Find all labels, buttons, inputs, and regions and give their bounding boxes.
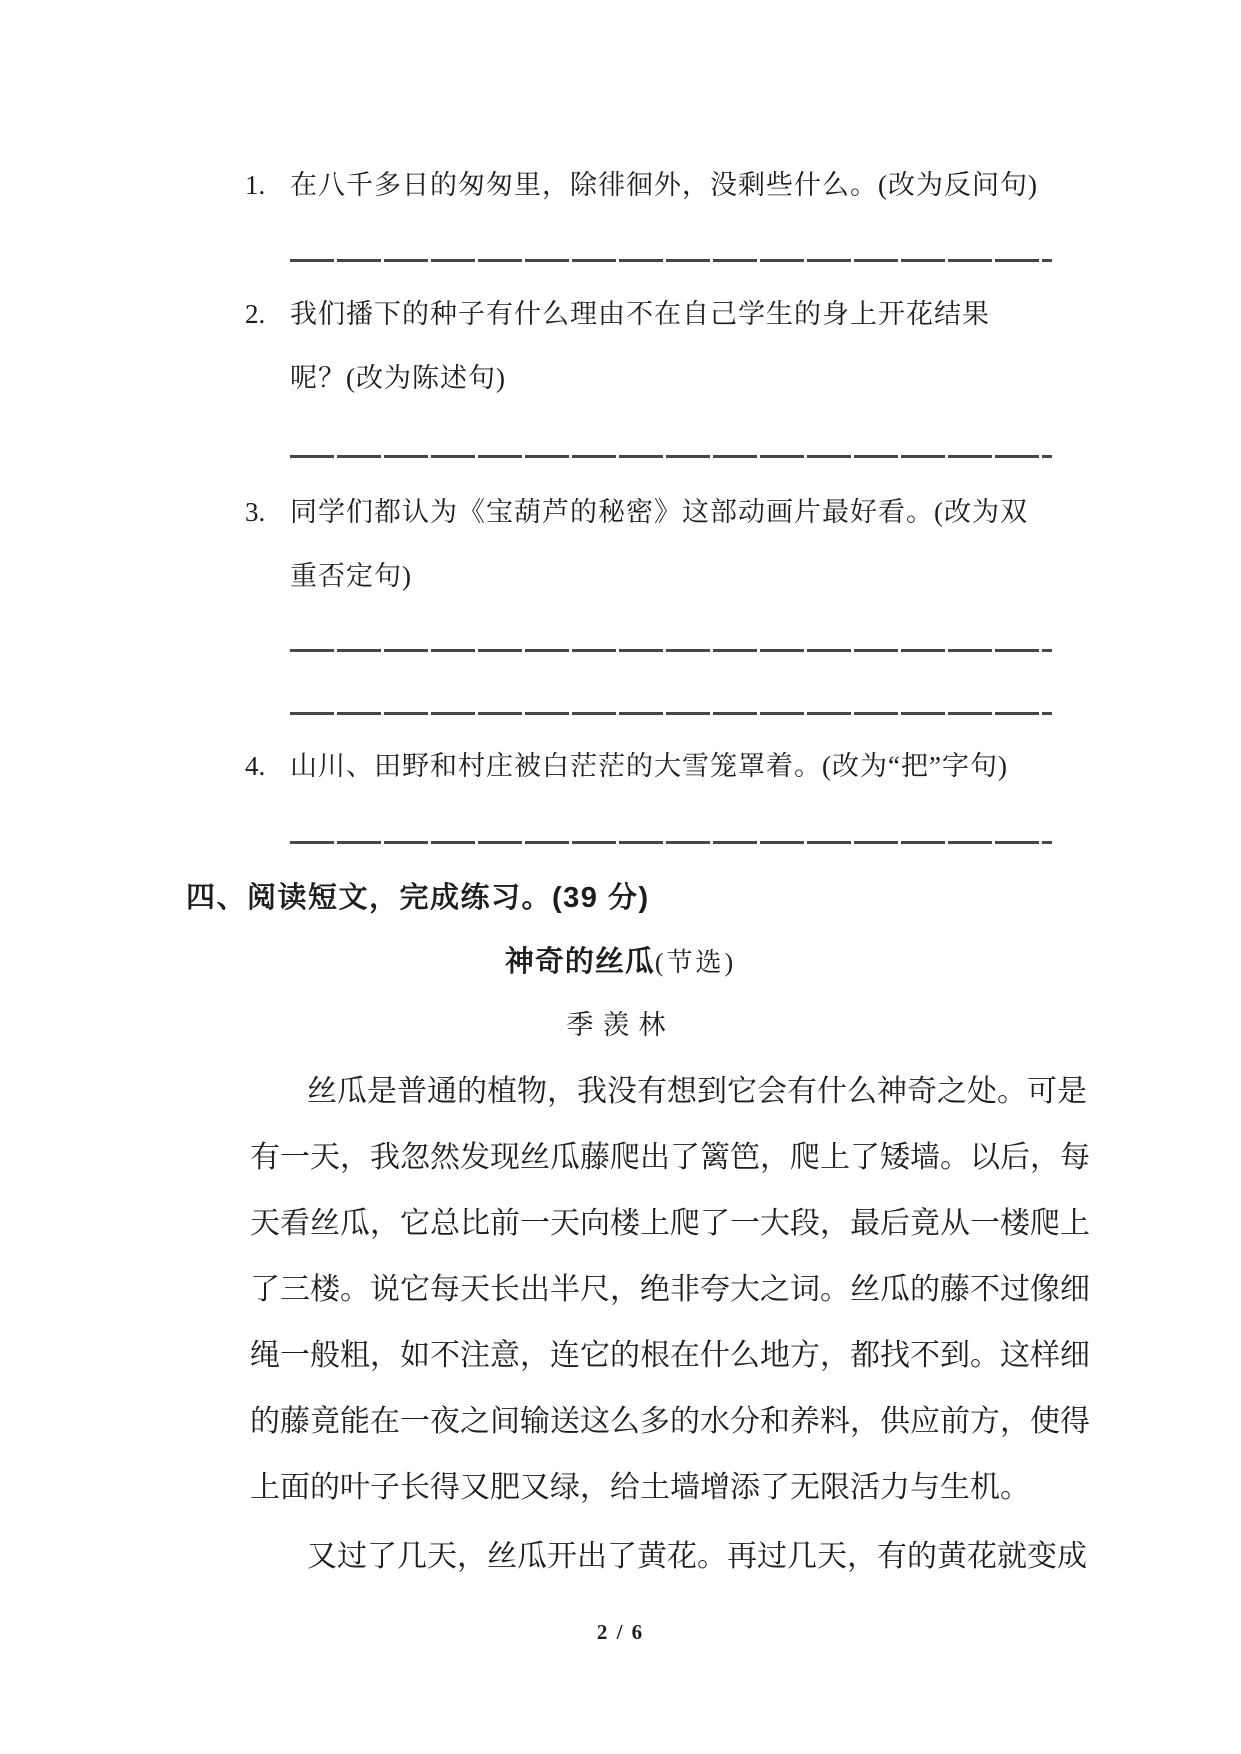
- passage-line: 了三楼。说它每天长出半尺，绝非夸大之词。丝瓜的藤不过像细: [250, 1273, 1090, 1306]
- passage-title: 神奇的丝瓜: [504, 946, 655, 978]
- answer-blank-2: [290, 455, 1052, 458]
- question-2-text-line-2: 呢？(改为陈述句): [290, 363, 506, 393]
- answer-blank-3b: [290, 712, 1052, 715]
- question-3-number: 3.: [245, 497, 266, 527]
- passage-line: 绳一般粗，如不注意，连它的根在什么地方，都找不到。这样细: [250, 1339, 1090, 1372]
- passage-author: 季羡林: [566, 1010, 675, 1040]
- answer-blank-4: [290, 841, 1052, 844]
- passage-line: 又过了几天，丝瓜开出了黄花。再过几天，有的黄花就变成: [307, 1540, 1087, 1573]
- question-3-text-line-2: 重否定句): [290, 561, 412, 591]
- question-4-number: 4.: [245, 751, 266, 781]
- question-1-text: 在八千多日的匆匆里，除徘徊外，没剩些什么。(改为反问句): [290, 170, 1038, 200]
- answer-blank-3a: [290, 649, 1052, 652]
- section-header: 四、阅读短文，完成练习。(39 分): [186, 882, 650, 914]
- passage-line: 丝瓜是普通的植物，我没有想到它会有什么神奇之处。可是: [307, 1075, 1087, 1108]
- question-3-text-line-1: 同学们都认为《宝葫芦的秘密》这部动画片最好看。(改为双: [290, 497, 1028, 527]
- question-4-text: 山川、田野和村庄被白茫茫的大雪笼罩着。(改为“把”字句): [290, 751, 1008, 781]
- passage-line: 的藤竟能在一夜之间输送这么多的水分和养料，供应前方，使得: [250, 1405, 1090, 1438]
- passage-line: 天看丝瓜，它总比前一天向楼上爬了一大段，最后竟从一楼爬上: [250, 1207, 1090, 1240]
- answer-blank-1: [290, 259, 1052, 262]
- passage-line: 上面的叶子长得又肥又绿，给土墙增添了无限活力与生机。: [250, 1471, 1030, 1504]
- page-number: 2 / 6: [596, 1620, 645, 1644]
- passage-title-suffix: (节选): [654, 948, 737, 977]
- question-2-number: 2.: [245, 299, 266, 329]
- passage-title-line: [186, 946, 1055, 979]
- question-2-text-line-1: 我们播下的种子有什么理由不在自己学生的身上开花结果: [290, 299, 990, 329]
- passage-line: 有一天，我忽然发现丝瓜藤爬出了篱笆，爬上了矮墙。以后，每: [250, 1141, 1090, 1174]
- question-1-number: 1.: [245, 170, 266, 200]
